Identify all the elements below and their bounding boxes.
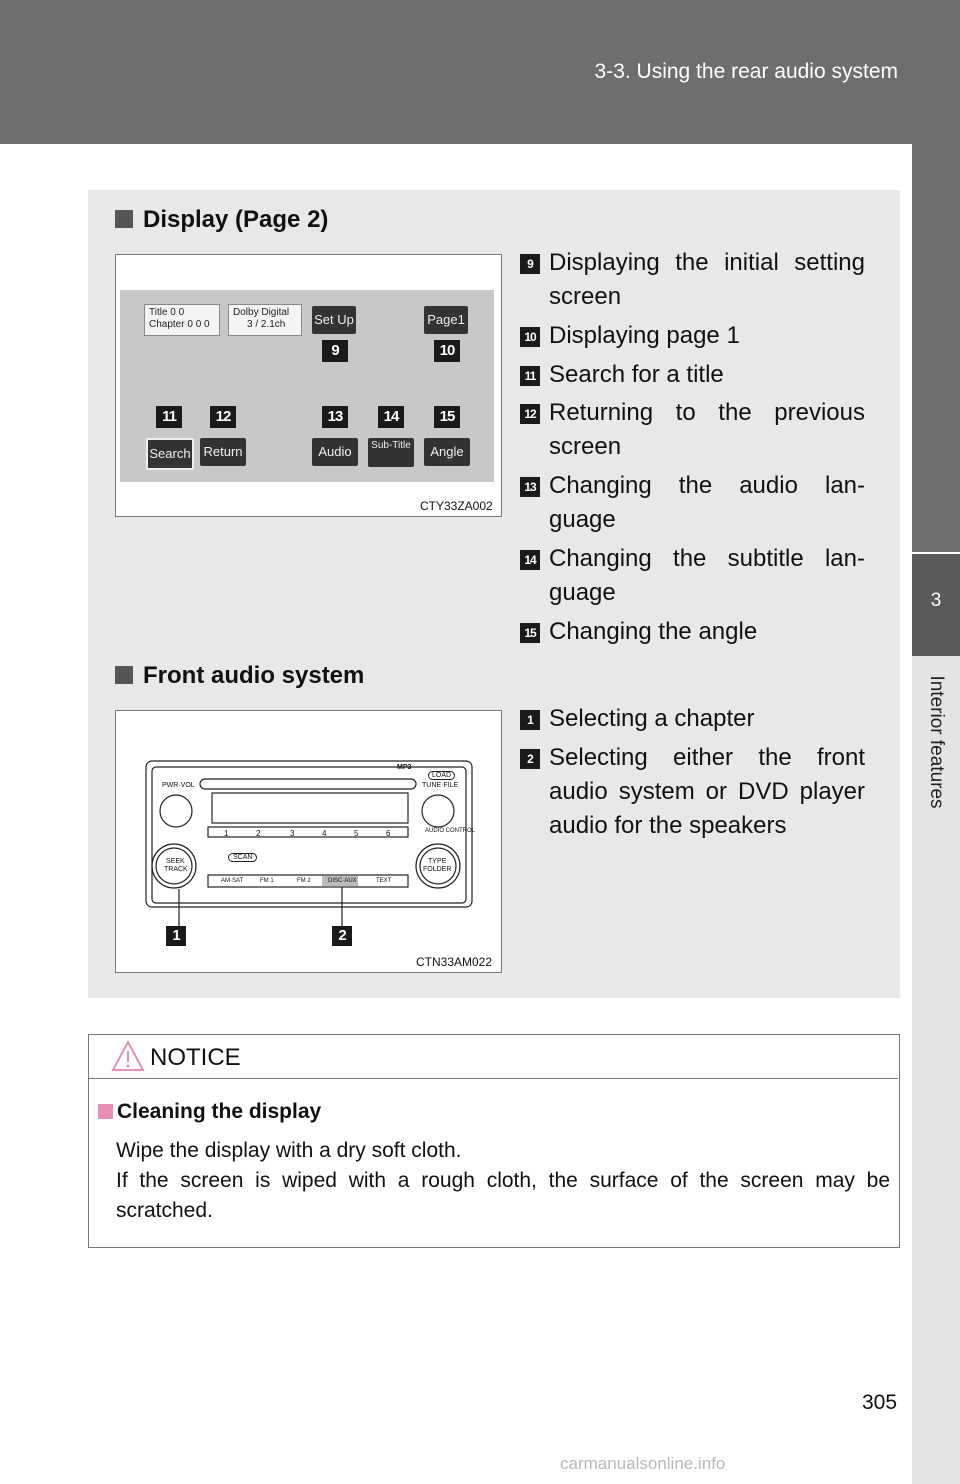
item-text: Changing the subtitle lan-guage xyxy=(549,545,865,606)
item-number-badge: 10 xyxy=(520,327,540,347)
pwr-vol-label: PWR·VOL xyxy=(162,782,195,789)
list-item xyxy=(520,615,865,649)
square-bullet-icon xyxy=(115,666,133,684)
angle-button[interactable]: Angle xyxy=(424,438,470,466)
notice-subheading-text: Cleaning the display xyxy=(117,1100,322,1123)
item-number-badge: 9 xyxy=(520,254,540,274)
item-text: Displaying page 1 xyxy=(549,322,740,349)
band-disc-aux[interactable]: DISC·AUX xyxy=(328,878,357,884)
callout-11: 11 xyxy=(156,406,182,428)
list-item xyxy=(520,702,865,736)
band-fm1[interactable]: FM 1 xyxy=(260,878,274,884)
chapter-number: 3 xyxy=(930,590,942,611)
figure-caption: CTY33ZA002 xyxy=(420,499,493,513)
item-text: Returning to the previous screen xyxy=(549,399,865,460)
callout-10: 10 xyxy=(434,340,460,362)
dolby-box xyxy=(228,304,302,336)
square-bullet-icon xyxy=(115,210,133,228)
callout-14: 14 xyxy=(378,406,404,428)
item-number-badge: 14 xyxy=(520,550,540,570)
pink-square-icon xyxy=(98,1104,113,1119)
return-button[interactable]: Return xyxy=(200,438,246,466)
title-counter: Title 0 0 xyxy=(149,307,185,318)
notice-line: If the screen is wiped with a rough cloth, the surface of the screen may be scratched. xyxy=(116,1169,890,1222)
item-number-badge: 15 xyxy=(520,623,540,643)
item-number-badge: 1 xyxy=(520,710,540,730)
band-text[interactable]: TEXT xyxy=(376,878,392,884)
subtitle-button[interactable]: Sub-Title xyxy=(368,438,414,467)
preset-1[interactable]: 1 xyxy=(224,829,229,838)
item-text: Selecting a chapter xyxy=(549,705,755,732)
notice-line: Wipe the display with a dry soft cloth. xyxy=(116,1139,462,1162)
callout-1: 1 xyxy=(166,926,186,946)
item-text: Changing the angle xyxy=(549,618,758,645)
chapter-number-tab xyxy=(912,554,960,656)
figure-caption: CTN33AM022 xyxy=(416,955,493,969)
band-fm2[interactable]: FM 2 xyxy=(297,878,311,884)
callout-12: 12 xyxy=(210,406,236,428)
preset-2[interactable]: 2 xyxy=(256,829,261,838)
list-item xyxy=(520,319,865,353)
notice-subheading xyxy=(98,1100,321,1124)
section-heading-text: Front audio system xyxy=(143,662,365,689)
callout-13: 13 xyxy=(322,406,348,428)
warning-icon xyxy=(111,1039,145,1073)
item-number-badge: 2 xyxy=(520,749,540,769)
folder-label: FOLDER xyxy=(423,866,452,873)
audio-button[interactable]: Audio xyxy=(312,438,358,466)
watermark: carmanualsonline.info xyxy=(560,1454,726,1473)
band-am-sat[interactable]: AM·SAT xyxy=(221,878,244,884)
list-item xyxy=(520,358,865,392)
dolby-text: Dolby Digital xyxy=(233,307,290,318)
header-title: 3-3. Using the rear audio system xyxy=(594,60,898,83)
list-item xyxy=(520,396,865,464)
search-button[interactable]: Search xyxy=(146,438,194,470)
page1-button[interactable]: Page1 xyxy=(424,306,468,334)
list-item xyxy=(520,246,865,314)
side-tab-top xyxy=(912,144,960,552)
list-item xyxy=(520,741,865,843)
callout-2: 2 xyxy=(332,926,352,946)
type-label: TYPE xyxy=(428,858,447,865)
item-number-badge: 12 xyxy=(520,404,540,424)
callout-9: 9 xyxy=(322,340,348,362)
preset-6[interactable]: 6 xyxy=(386,829,391,838)
setup-button[interactable]: Set Up xyxy=(312,306,356,334)
chapter-counter: Chapter 0 0 0 xyxy=(149,319,210,330)
item-text: Changing the audio lan-guage xyxy=(549,472,865,533)
notice-body xyxy=(116,1136,890,1226)
track-label: TRACK xyxy=(164,866,188,873)
title-chapter-box xyxy=(144,304,220,336)
scan-button[interactable]: SCAN xyxy=(228,853,257,862)
channel-text: 3 / 2.1ch xyxy=(247,319,286,330)
seek-label: SEEK xyxy=(166,858,185,865)
dvd-screen-image xyxy=(120,290,494,482)
chapter-label: Interior features xyxy=(926,675,947,809)
list-item xyxy=(520,542,865,610)
section-heading-text: Display (Page 2) xyxy=(143,206,329,233)
tune-file-label: TUNE·FILE xyxy=(422,782,459,789)
load-button[interactable]: LOAD xyxy=(428,771,455,780)
page-number: 305 xyxy=(862,1391,898,1414)
audio-control-label: AUDIO CONTROL xyxy=(425,828,476,834)
preset-3[interactable]: 3 xyxy=(290,829,295,838)
item-text: Search for a title xyxy=(549,361,724,388)
callout-15: 15 xyxy=(434,406,460,428)
preset-5[interactable]: 5 xyxy=(354,829,359,838)
section-heading-front-audio xyxy=(115,662,364,690)
preset-4[interactable]: 4 xyxy=(322,829,327,838)
mp3-logo: MP3 xyxy=(397,764,412,771)
list-item xyxy=(520,469,865,537)
section-heading-display xyxy=(115,206,328,234)
item-text: Displaying the initial setting screen xyxy=(549,249,865,310)
item-text: Selecting either the front audio system or DVD player audio for the speakers xyxy=(549,744,865,839)
item-number-badge: 11 xyxy=(520,366,540,386)
notice-title: NOTICE xyxy=(150,1044,241,1071)
item-number-badge: 13 xyxy=(520,477,540,497)
